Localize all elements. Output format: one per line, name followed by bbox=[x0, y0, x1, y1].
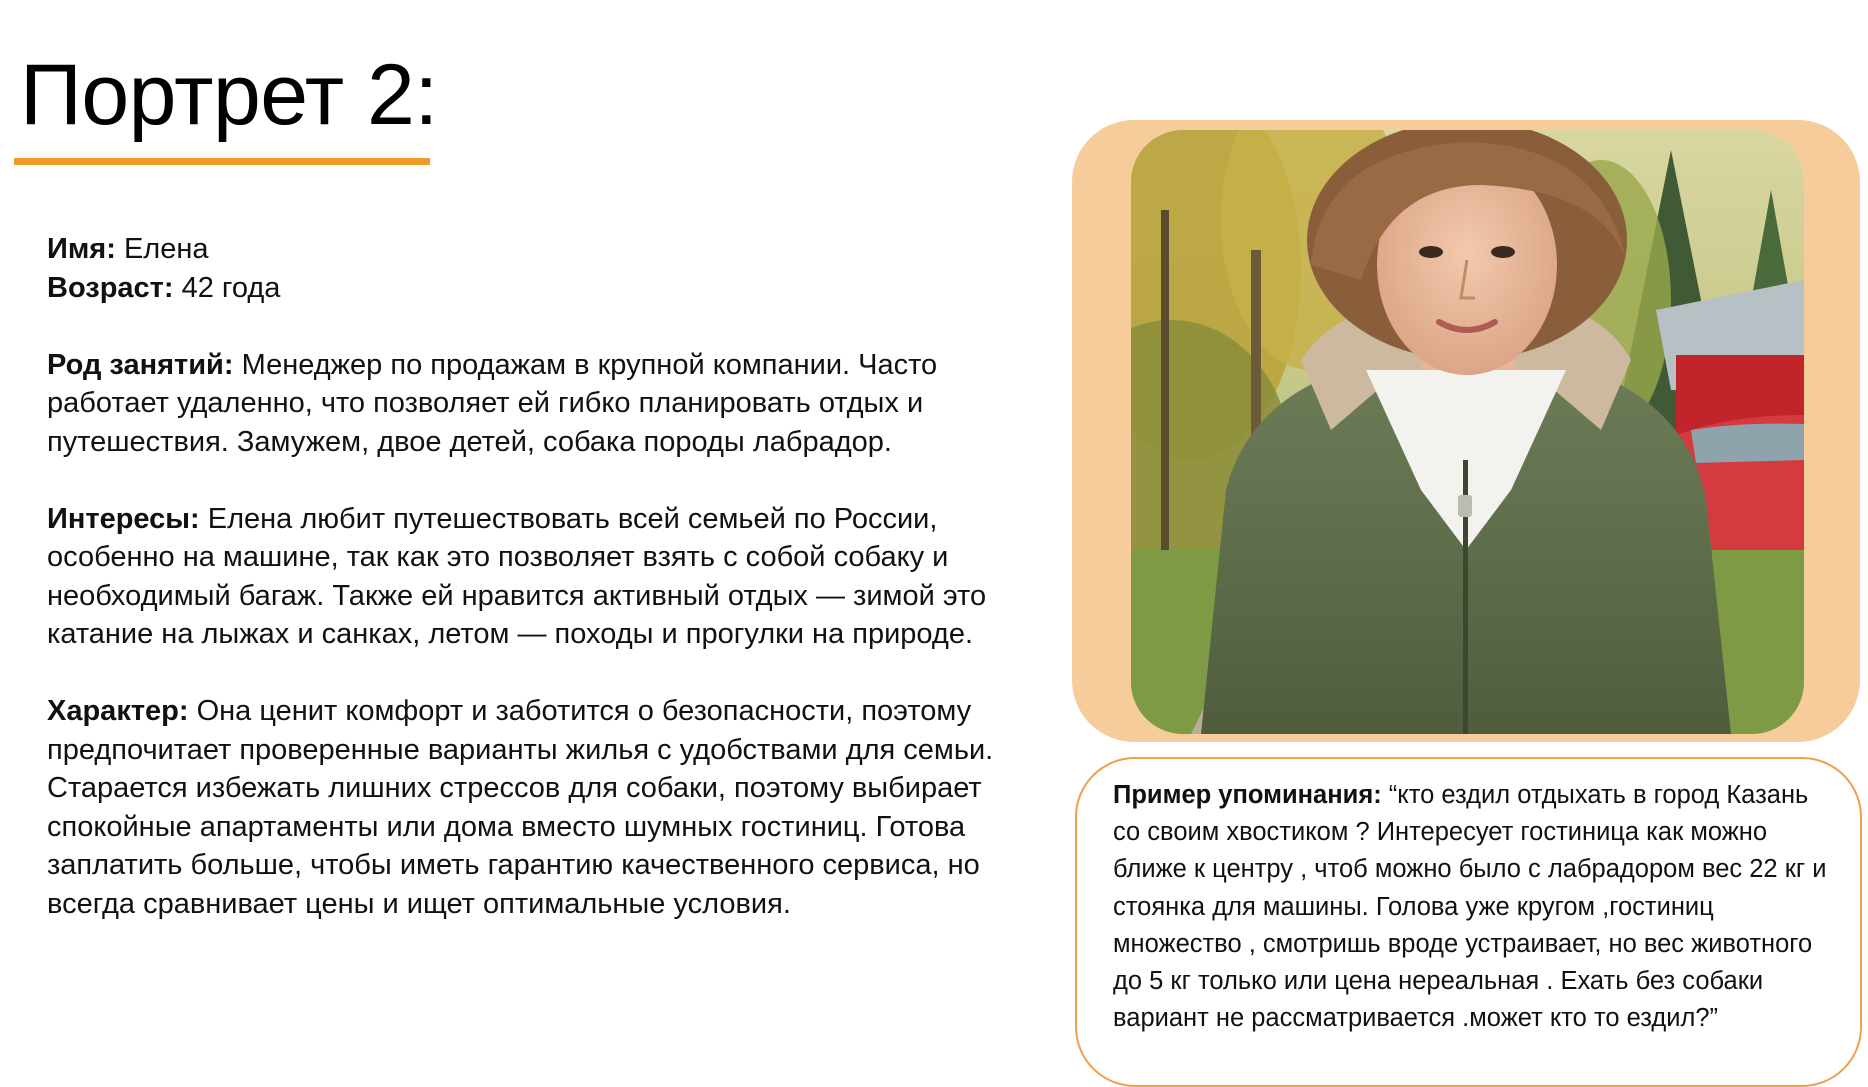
age-value: 42 года bbox=[181, 271, 281, 304]
interests-text: Елена любит путешествовать всей семьей по России, особенно на машине, так как это позволяет взять с собой собаку и необходимый багаж. Также ей нравится активный отдых — зимой это катание на лыжах и санках, летом — походы и прогулки на природе. bbox=[47, 502, 987, 650]
character-paragraph bbox=[47, 692, 1017, 923]
profile-text-block bbox=[47, 230, 1017, 962]
interests-label: Интересы: bbox=[47, 502, 200, 535]
mention-text: “кто ездил отдыхать в город Казань со своим хвостиком ? Интересует гостиница как можно ближе к центру , чтоб можно было с лабрадором вес 22 кг и стоянка для машины. Голова уже кругом ,гостиниц множество , смотришь вроде устраивает, но вес животного до 5 кг только или цена нереальная . Ехать без собаки вариант не рассматривается .может кто то ездил?” bbox=[1113, 781, 1827, 1033]
character-label: Характер: bbox=[47, 695, 189, 727]
age-label: Возраст: bbox=[47, 271, 174, 304]
name-label: Имя: bbox=[47, 233, 116, 265]
title-underline bbox=[14, 158, 430, 165]
name-value: Елена bbox=[123, 233, 209, 265]
mention-quote-box bbox=[1075, 757, 1862, 1087]
name-age-paragraph bbox=[47, 230, 1017, 307]
interests-paragraph bbox=[47, 500, 1017, 654]
occupation-text: Менеджер по продажам в крупной компании. Часто работает удаленно, что позволяет ей гибко планировать отдых и путешествия. Замужем, двое детей, собака породы лабрадор. bbox=[47, 348, 938, 458]
slide-title: Портрет 2: bbox=[20, 47, 438, 143]
persona-photo bbox=[1131, 130, 1804, 734]
occupation-paragraph bbox=[47, 346, 1017, 462]
character-text: Она ценит комфорт и заботится о безопасности, поэтому предпочитает проверенные варианты жилья с удобствами для семьи. Старается избежать лишних стрессов для собаки, поэтому выбирает спокойные апартаменты или дома вместо шумных гостиниц. Готова заплатить больше, чтобы иметь гарантию качественного сервиса, но всегда сравнивает цены и ищет оптимальные условия. bbox=[47, 695, 994, 920]
occupation-label: Род занятий: bbox=[47, 348, 234, 381]
mention-label: Пример упоминания: bbox=[1113, 781, 1382, 809]
